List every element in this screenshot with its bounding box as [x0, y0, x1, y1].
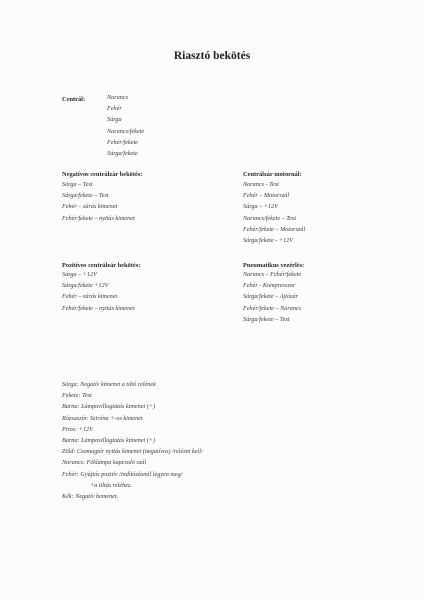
positive-lock-label: Pozitívos centrálzár bekötés: — [62, 262, 141, 269]
list-item: Narancs - Test — [243, 181, 279, 188]
list-item: Narancs – Fehér/fekete — [243, 271, 302, 278]
motor-lock-list — [243, 179, 305, 246]
page-title: Riasztó bekötés — [173, 50, 251, 62]
list-item: Fehér - Kompresszor — [243, 282, 296, 290]
negative-lock-list — [62, 179, 135, 224]
note-item: Kék: Negatív bemenet. — [62, 493, 119, 501]
list-item: Sárga/fekete – Test — [243, 315, 290, 323]
list-item: Narancs/fekete – Test — [243, 214, 297, 222]
list-item: Sárga/fekete +12V — [62, 282, 109, 290]
list-item: Sárga – Test — [62, 181, 93, 188]
list-item: Sárga — [107, 116, 122, 124]
list-item: Narancs/fekete — [107, 127, 145, 135]
list-item: Sárga – +12V — [243, 203, 278, 211]
list-item: Fehér — [107, 105, 122, 113]
list-item: Fehér – zárás kimenet — [62, 293, 118, 301]
note-item: Piros: +12V — [62, 425, 93, 433]
note-item: Sárga: Negatív kimenet a tiltó relének — [62, 381, 156, 388]
note-item: Fehér: Gyújtás pozitív /indítózásnál legyen meg/ — [62, 470, 183, 478]
central-label: Centrál: — [62, 96, 86, 103]
negative-lock-label: Negatívos centrálzár bekötés: — [62, 171, 143, 178]
note-item: Barna: Lámpavillogtatás kimenet (+) — [62, 403, 156, 411]
positive-lock-list — [62, 269, 135, 314]
list-item: Fehér/fekete – Narancs — [243, 304, 302, 312]
note-item: Barna: Lámpavillogtatás kimenet (+) — [62, 437, 156, 445]
note-item: Rózsaszín: Sziréna +-os kimenet — [62, 414, 143, 422]
list-item: Sárga/fekete — [107, 150, 138, 158]
note-item: +a tiltás reléhez. — [90, 481, 132, 489]
list-item: Sárga – +12V — [62, 271, 97, 278]
note-item: Zöld: Csomagtér nyitás kimenet (negatívos) /relézni kell/ — [62, 448, 203, 456]
note-item: Narancs: Féklámpa kapcsoló szál — [62, 459, 147, 467]
pneumatic-list — [243, 269, 301, 325]
list-item: Fehér – zárás kimenet — [62, 203, 118, 211]
list-item: Sárga/fekete - +12V — [243, 237, 293, 245]
list-item: Fehér/fekete – Motorszál — [243, 225, 306, 233]
motor-lock-label: Centrálzár motornál: — [243, 171, 302, 178]
list-item: Narancs — [107, 94, 128, 101]
list-item: Fehér – Motorszál — [243, 192, 290, 200]
pneumatic-label: Pneumatikus vezérlés: — [243, 262, 305, 269]
list-item: Fehér/fekete – nyitás kimenet — [62, 214, 135, 222]
wire-notes — [62, 379, 203, 502]
note-item: Fekete: Test — [62, 392, 92, 400]
list-item: Sárga/fekete – Ajtózár — [243, 293, 298, 301]
list-item: Sárga/fekete – Test — [62, 192, 109, 200]
list-item: Fehér/fekete – nyitás kimenet — [62, 304, 135, 312]
list-item: Fehér/fekete — [107, 138, 138, 146]
central-list — [107, 92, 144, 159]
